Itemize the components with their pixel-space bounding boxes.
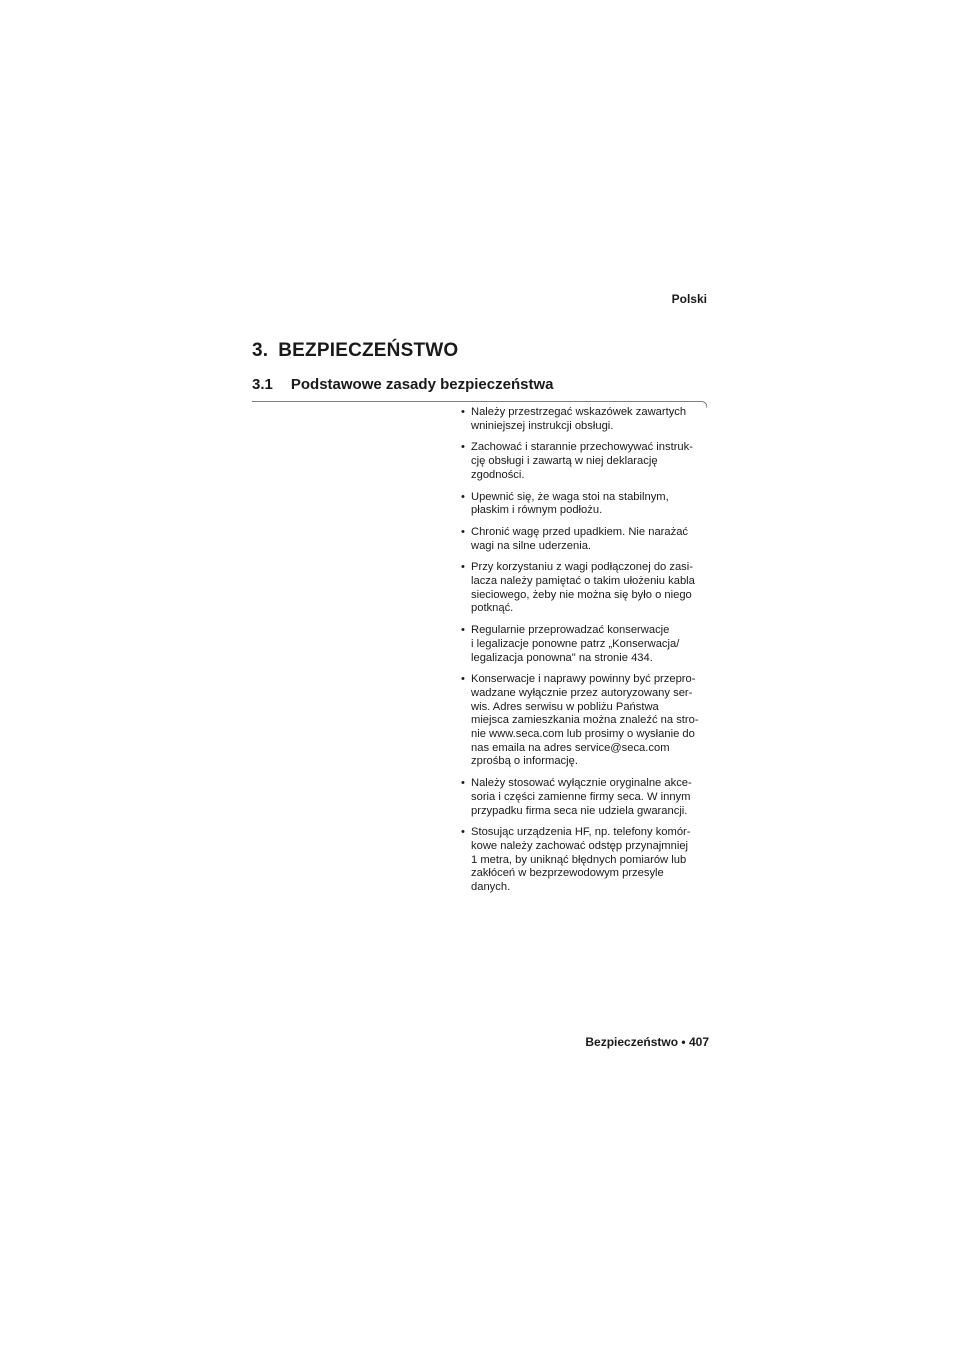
list-item-text-line: wniniejszej instrukcji obsługi. — [471, 419, 614, 432]
bullet-dot: • — [461, 777, 465, 790]
list-item-text-line: sieciowego, żeby nie można się było o niego — [471, 588, 692, 601]
list-item — [461, 526, 711, 553]
list-item-text-line: nie www.seca.com lub prosimy o wysłanie do — [471, 728, 695, 741]
section-title — [252, 376, 553, 393]
bullet-dot: • — [461, 406, 465, 418]
bullet-dot: • — [461, 561, 465, 574]
list-item-text-line: Należy stosować wyłącznie oryginalne akce- — [471, 777, 692, 790]
section-number: 3.1 — [252, 376, 273, 393]
section-title-text: Podstawowe zasady bezpieczeństwa — [290, 376, 554, 393]
list-item-text-line: wis. Adres serwisu w pobliżu Państwa — [471, 700, 659, 713]
list-item-text-line: Stosując urządzenia HF, np. telefony komór- — [471, 826, 691, 839]
list-item-text-line: Chronić wagę przed upadkiem. Nie narażać — [471, 525, 689, 538]
chapter-title-text: BEZPIECZEŃSTWO — [278, 340, 459, 361]
chapter-title — [252, 340, 458, 362]
list-item-text-line: i legalizacje ponowne patrz „Konserwacja/ — [471, 637, 680, 650]
list-item-text-line: danych. — [471, 881, 511, 894]
footer-separator: • — [681, 1035, 686, 1049]
list-item — [461, 441, 711, 482]
list-item-text-line: nas emaila na adres service@seca.com — [471, 741, 670, 754]
safety-rules-list — [461, 406, 711, 903]
list-item-text-line: potknąć. — [471, 602, 514, 615]
list-item — [461, 826, 711, 895]
list-item — [461, 561, 711, 616]
list-item-text-line: Upewnić się, że waga stoi na stabilnym, — [471, 490, 669, 503]
bullet-dot: • — [461, 441, 465, 454]
list-item-text-line: miejsca zamieszkania można znaleźć na stro- — [471, 714, 699, 727]
list-item-text-line: wadzane wyłącznie przez autoryzowany ser- — [471, 686, 693, 699]
list-item-text-line: zakłóceń w bezprzewodowym przesyle — [471, 867, 664, 880]
list-item — [461, 624, 711, 665]
footer-section-name: Bezpieczeństwo — [585, 1035, 679, 1049]
list-item-text-line: wagi na silne uderzenia. — [471, 539, 592, 552]
chapter-number: 3. — [252, 340, 269, 361]
language-label: Polski — [671, 292, 707, 306]
list-item-text-line: Przy korzystaniu z wagi podłączonej do zasi- — [471, 561, 693, 574]
list-item-text-line: przypadku firma seca nie udziela gwarancji. — [471, 804, 688, 817]
list-item — [461, 673, 711, 769]
list-item-text-line: legalizacja ponowna" na stronie 434. — [471, 651, 653, 664]
list-item — [461, 491, 711, 518]
bullet-dot: • — [461, 826, 465, 839]
list-item-text-line: cję obsługi i zawartą w niej deklarację — [471, 455, 658, 468]
list-item-text-line: 1 metra, by uniknąć błędnych pomiarów lub — [471, 853, 687, 866]
list-item-text-line: soria i części zamienne firmy seca. W innym — [471, 790, 691, 803]
list-item — [461, 406, 711, 433]
list-item-text-line: płaskim i równym podłożu. — [471, 504, 603, 517]
list-item-text-line: Należy przestrzegać wskazówek zawartych — [471, 406, 687, 418]
page-footer — [520, 1035, 709, 1049]
list-item-text-line: zgodności. — [471, 468, 525, 481]
list-item-text-line: Regularnie przeprowadzać konserwacje — [471, 624, 670, 637]
bullet-dot: • — [461, 490, 465, 503]
bullet-dot: • — [461, 673, 465, 686]
list-item-text-line: lacza należy pamiętać o takim ułożeniu kabla — [471, 575, 695, 588]
list-item-text-line: Zachować i starannie przechowywać instruk- — [471, 441, 693, 454]
list-item — [461, 777, 711, 818]
list-item-text-line: Konserwacje i naprawy powinny być przepro- — [471, 673, 696, 686]
page-number: 407 — [688, 1035, 709, 1049]
list-item-text-line: zprośbą o informację. — [471, 755, 578, 768]
bullet-dot: • — [461, 624, 465, 637]
bullet-dot: • — [461, 525, 465, 538]
list-item-text-line: kowe należy zachować odstęp przynajmniej — [471, 839, 689, 852]
